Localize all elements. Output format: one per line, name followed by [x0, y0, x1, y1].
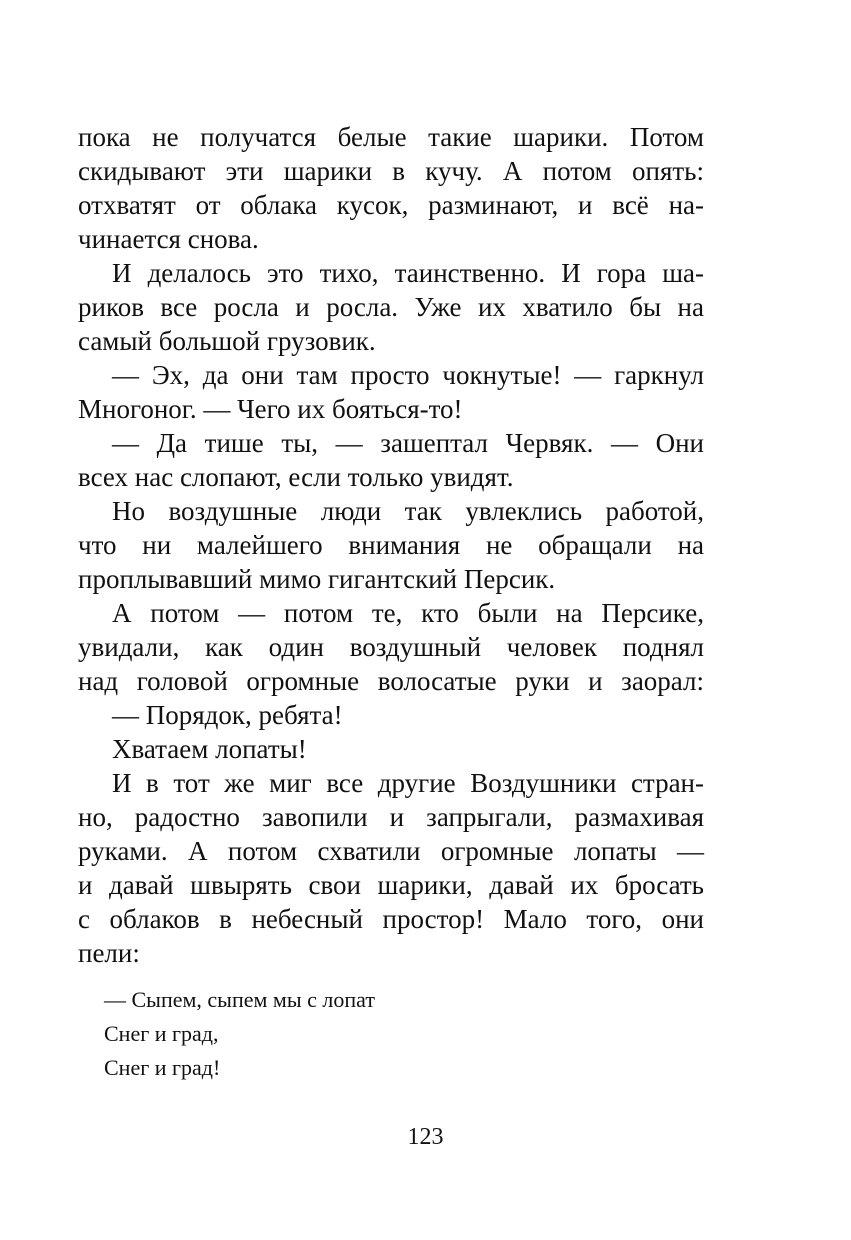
paragraph-p5 [78, 494, 704, 596]
paragraph-p2 [78, 256, 704, 358]
text-line: Многоног. — Чего их бояться-то! [78, 394, 463, 424]
poem-line: Снег и град! [104, 1055, 221, 1080]
text-line: но, радостно завопили и запрыгали, размахивая [78, 802, 704, 832]
text-line: риков все росла и росла. Уже их хватило бы на [78, 292, 704, 322]
text-line: Но воздушные люди так увлеклись работой, [112, 496, 704, 526]
text-line: над головой огромные волосатые руки и заорал: [78, 666, 704, 696]
text-line: А потом — потом те, кто были на Персике, [112, 598, 704, 628]
text-line: — Да тише ты, — зашептал Червяк. — Они [112, 428, 704, 458]
paragraph-p3 [78, 358, 704, 426]
text-line: проплывавший мимо гигантский Персик. [78, 564, 556, 594]
text-line: скидывают эти шарики в кучу. А потом опять: [78, 156, 704, 186]
text-line: и давай швырять свои шарики, давай их бросать [78, 870, 704, 900]
text-line: И в тот же миг все другие Воздушники стран- [112, 768, 704, 798]
page-number: 123 [407, 1124, 444, 1150]
body-text [78, 120, 704, 970]
text-line: самый большой грузовик. [78, 326, 376, 356]
poem-verse [104, 983, 375, 1085]
text-line: чинается снова. [78, 224, 259, 254]
text-line: всех нас слопают, если только увидят. [78, 462, 514, 492]
text-line: руками. А потом схватили огромные лопаты — [78, 836, 704, 866]
paragraph-p1 [78, 120, 704, 256]
paragraph-p9 [78, 766, 704, 970]
text-line: пока не получатся белые такие шарики. Потом [78, 122, 704, 152]
text-line: — Эх, да они там просто чокнутые! — гаркнул [112, 360, 704, 390]
text-line: — Порядок, ребята! [112, 700, 343, 730]
paragraph-p7 [78, 698, 704, 732]
paragraph-p8 [78, 732, 704, 766]
text-line: отхватят от облака кусок, разминают, и всё на- [78, 190, 704, 220]
text-line: с облаков в небесный простор! Мало того, они [78, 904, 704, 934]
paragraph-p6 [78, 596, 704, 698]
poem-line: — Сыпем, сыпем мы с лопат [104, 987, 375, 1012]
text-line: Хватаем лопаты! [112, 734, 307, 764]
text-line: увидали, как один воздушный человек поднял [78, 632, 704, 662]
text-line: что ни малейшего внимания не обращали на [78, 530, 704, 560]
text-line: И делалось это тихо, таинственно. И гора ша- [112, 258, 704, 288]
poem-line: Снег и град, [104, 1021, 219, 1046]
text-line: пели: [78, 938, 140, 968]
paragraph-p4 [78, 426, 704, 494]
